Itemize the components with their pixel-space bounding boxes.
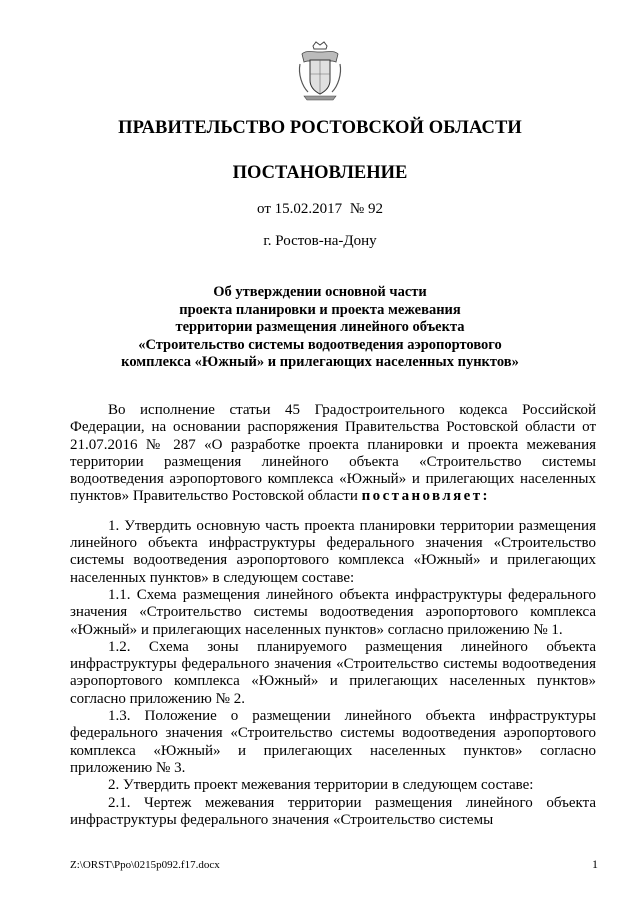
footer-file-path: Z:\ORST\Ppo\0215p092.f17.docx xyxy=(70,859,220,871)
coat-of-arms-icon xyxy=(296,40,344,102)
paragraph-2-1: 2.1. Чертеж межевания территории размещения линейного объекта инфраструктуры федерального значения «Строительство системы xyxy=(70,794,596,828)
document-body xyxy=(70,402,596,829)
date-text: от 15.02.2017 xyxy=(257,201,343,217)
page-number: 1 xyxy=(592,857,598,871)
paragraph-1-3: 1.3. Положение о размещении линейного объекта инфраструктуры федерального значения «Строительство системы водоотведения аэропортового комплекса «Южный» и прилегающих населенных пунктов» согласно приложению № 3. xyxy=(70,708,596,776)
title-line: комплекса «Южный» и прилегающих населенных пунктов» xyxy=(121,354,519,370)
document-title xyxy=(70,284,570,372)
preamble-paragraph xyxy=(70,402,596,506)
paragraph-1-1: 1.1. Схема размещения линейного объекта инфраструктуры федерального значения «Строительство системы водоотведения аэропортового комплекса «Южный» и прилегающих населенных пунктов» согласно приложению № 1. xyxy=(70,586,596,638)
title-line: «Строительство системы водоотведения аэропортового xyxy=(138,336,502,353)
paragraph-1: 1. Утвердить основную часть проекта планировки территории размещения линейного объекта инфраструктуры федерального значения «Строительство системы водоотведения аэропортового комплекса «Южный» и прилегающих населенных пунктов» в следующем составе: xyxy=(70,517,596,586)
document-type: ПОСТАНОВЛЕНИЕ xyxy=(232,163,408,183)
title-line: Об утверждении основной части xyxy=(213,284,427,300)
paragraph-1-2: 1.2. Схема зоны планируемого размещения линейного объекта инфраструктуры федерального значения «Строительство системы водоотведения аэропортового комплекса «Южный» и прилегающих населенных пунктов» согласно приложению № 2. xyxy=(70,638,596,707)
preamble-text: Во исполнение статьи 45 Градостроительного кодекса Российской Федерации, на основании распоряжения Правительства Ростовской области от 21.07.2016 № 287 «О разработке проекта планировки и проекта межевания территории размещения линейного объекта «Строительство системы водоотведения аэропортового комплекса «Южный» и прилегающих населенных пунктов» Правительство Ростовской области xyxy=(70,402,596,505)
document-city: г. Ростов-на-Дону xyxy=(263,233,377,249)
document-number: № 92 xyxy=(349,201,383,217)
paragraph-2: 2. Утвердить проект межевания территории в следующем составе: xyxy=(108,777,534,794)
title-line: территории размещения линейного объекта xyxy=(175,319,465,335)
decree-word: постановляет: xyxy=(361,488,490,505)
title-line: проекта планировки и проекта межевания xyxy=(179,301,461,318)
organization-name: ПРАВИТЕЛЬСТВО РОСТОВСКОЙ ОБЛАСТИ xyxy=(118,118,522,138)
document-date xyxy=(0,201,640,218)
